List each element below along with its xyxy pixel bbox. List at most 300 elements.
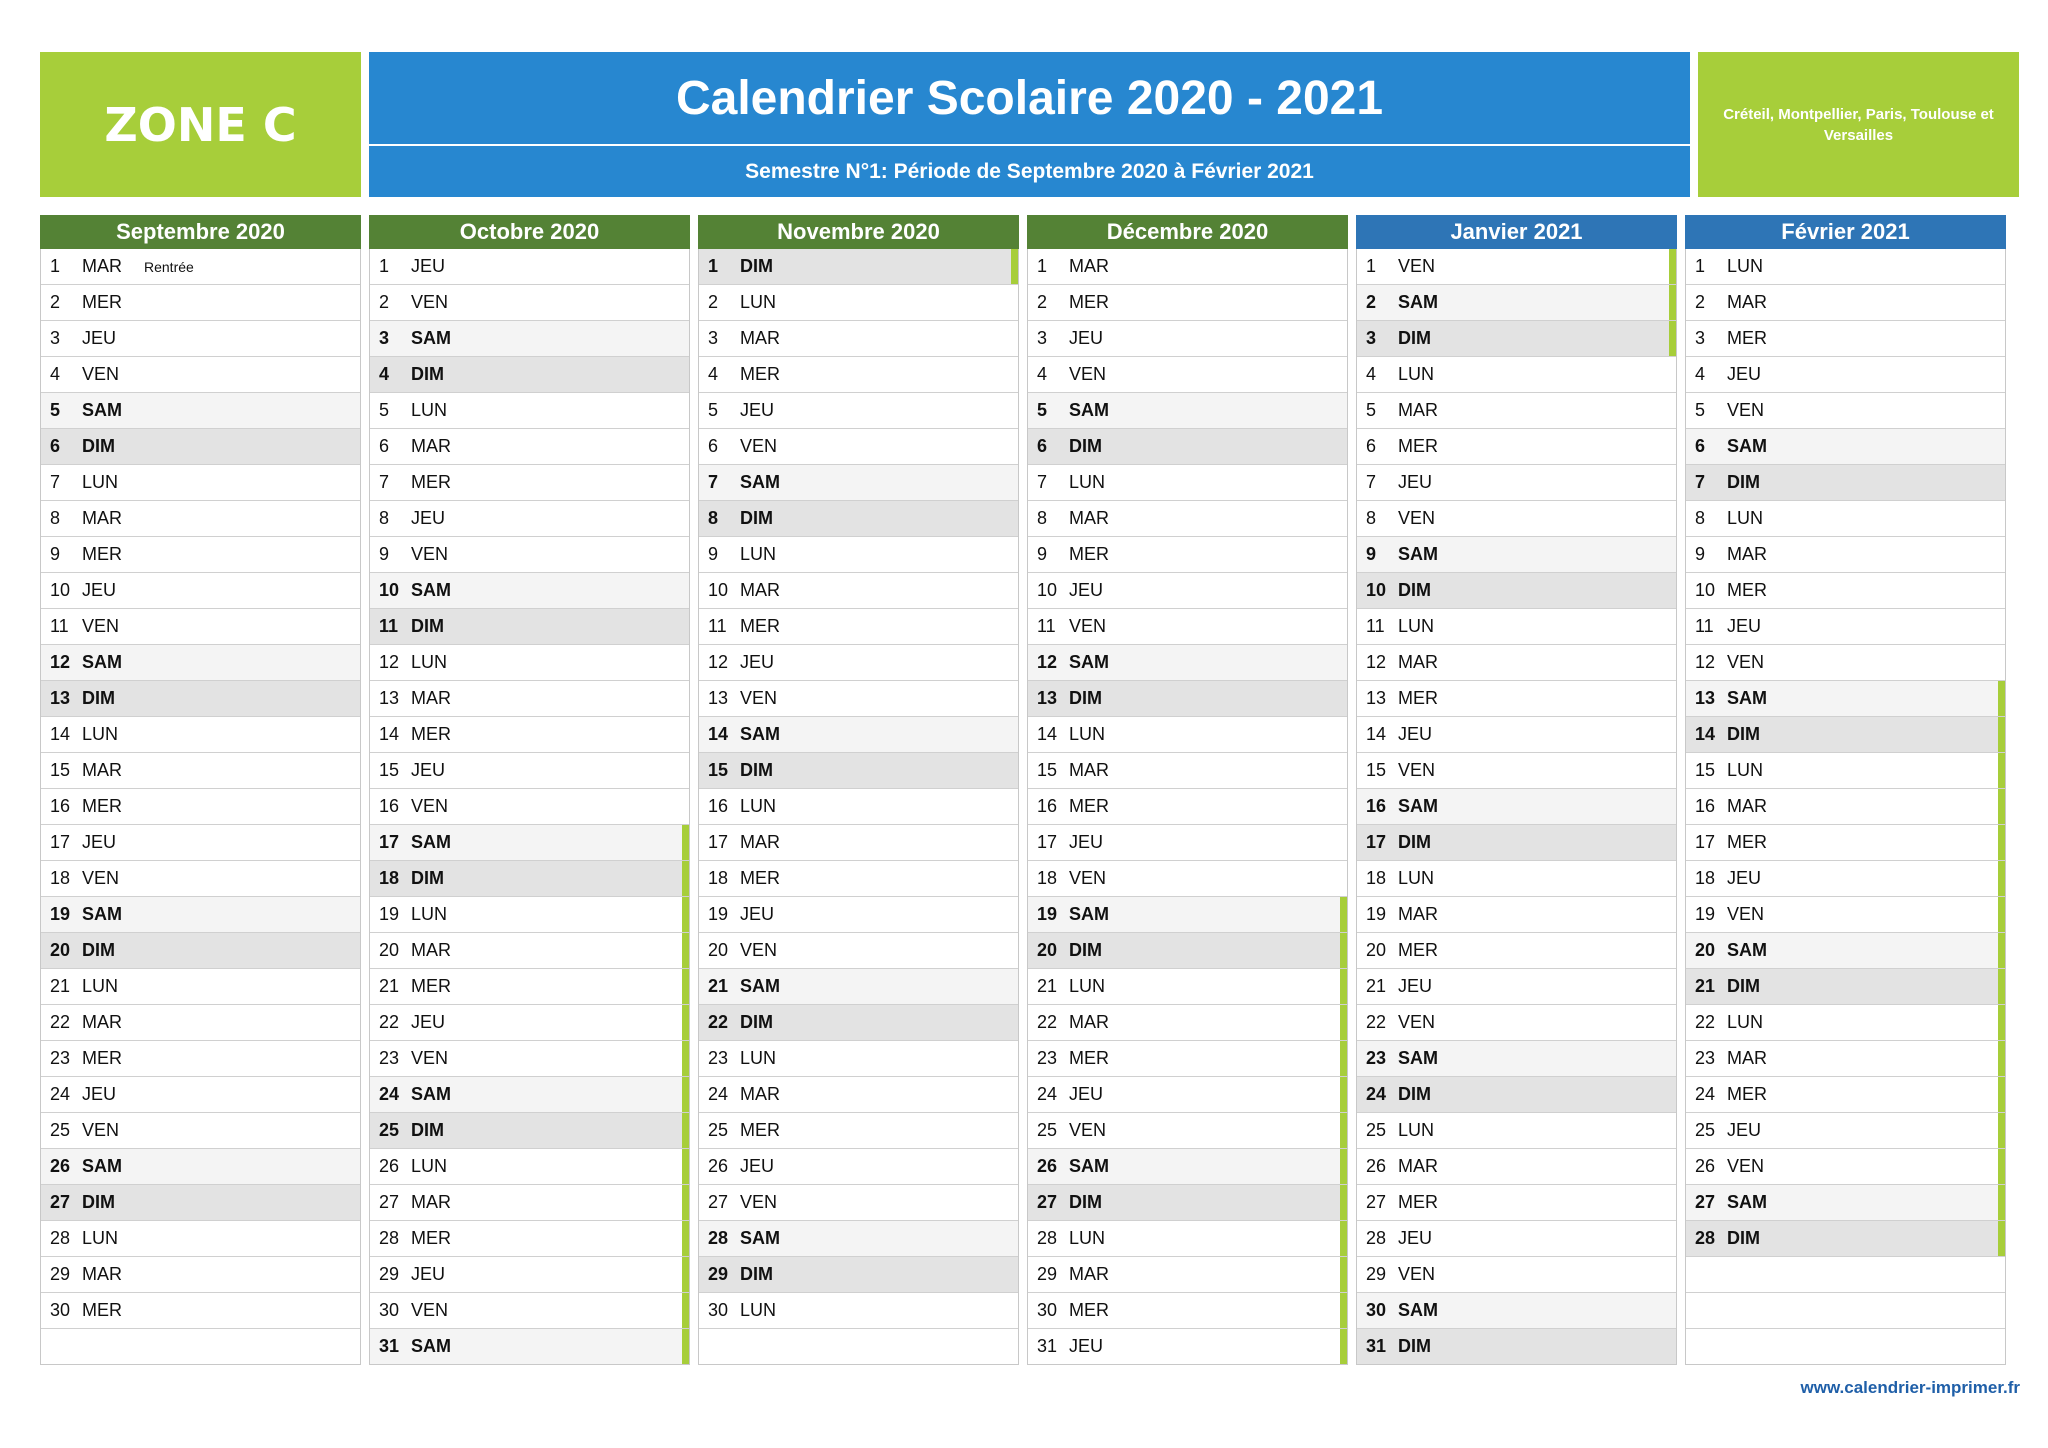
day-row: [699, 500, 1018, 536]
day-name: SAM: [411, 1084, 451, 1104]
day-number: 23: [708, 1048, 729, 1068]
month-header: Décembre 2020: [1027, 215, 1348, 249]
day-number: 4: [379, 364, 390, 384]
day-row: [1686, 500, 2005, 536]
day-number: 13: [1366, 688, 1387, 708]
day-row: [1028, 788, 1347, 824]
day-name: DIM: [1398, 832, 1431, 852]
day-name: SAM: [1069, 652, 1109, 672]
day-name: JEU: [1069, 1336, 1104, 1356]
day-number: 25: [379, 1120, 400, 1140]
day-number: 13: [1695, 688, 1716, 708]
day-number: 27: [1366, 1192, 1387, 1212]
day-number: 22: [1366, 1012, 1387, 1032]
day-number: 25: [708, 1120, 729, 1140]
day-name: MER: [1069, 1048, 1109, 1068]
day-row: [1686, 968, 2005, 1004]
day-row: [699, 644, 1018, 680]
day-row: [41, 1256, 360, 1292]
day-row: [370, 249, 689, 284]
day-row: [1686, 249, 2005, 284]
day-name: MAR: [740, 328, 780, 348]
day-row: [1357, 1184, 1676, 1220]
day-name: MAR: [740, 580, 780, 600]
day-name: SAM: [740, 472, 780, 492]
day-row: [699, 752, 1018, 788]
website-link[interactable]: www.calendrier-imprimer.fr: [1800, 1378, 2020, 1397]
day-row: [41, 680, 360, 716]
day-name: VEN: [411, 796, 449, 816]
day-number: 11: [1037, 616, 1056, 636]
day-number: 26: [379, 1156, 400, 1176]
day-row: [699, 1220, 1018, 1256]
day-name: JEU: [411, 1264, 446, 1284]
day-name: SAM: [411, 580, 451, 600]
day-row: [370, 500, 689, 536]
day-number: 5: [1695, 400, 1706, 420]
day-name: JEU: [411, 1012, 446, 1032]
day-number: 7: [1037, 472, 1048, 492]
day-row: [41, 932, 360, 968]
day-number: 16: [50, 796, 71, 816]
day-name: MAR: [82, 508, 122, 528]
cities-label: Créteil, Montpellier, Paris, Toulouse et Versailles: [1698, 52, 2019, 197]
day-name: SAM: [411, 1336, 451, 1356]
month-column: [40, 215, 361, 1365]
day-row: [1686, 608, 2005, 644]
holiday-marker: [1998, 1149, 2005, 1184]
holiday-marker: [682, 1041, 689, 1076]
day-number: 23: [1037, 1048, 1058, 1068]
day-row: [370, 284, 689, 320]
day-number: 15: [50, 760, 71, 780]
day-row: [41, 752, 360, 788]
day-name: MER: [1069, 796, 1109, 816]
day-number: 28: [1037, 1228, 1058, 1248]
holiday-marker: [682, 1221, 689, 1256]
day-row: [370, 788, 689, 824]
day-number: 6: [708, 436, 719, 456]
day-number: 8: [1366, 508, 1377, 528]
day-row: [1028, 1220, 1347, 1256]
day-name: MAR: [82, 1012, 122, 1032]
day-number: 30: [1037, 1300, 1058, 1320]
day-row: [41, 249, 360, 284]
day-name: MER: [82, 292, 122, 312]
day-name: VEN: [411, 1300, 449, 1320]
day-row: [370, 680, 689, 716]
day-row: [699, 1148, 1018, 1184]
day-row: [1357, 788, 1676, 824]
day-row: [699, 860, 1018, 896]
day-name: MER: [1398, 688, 1438, 708]
day-name: DIM: [411, 364, 444, 384]
day-note: Rentrée: [144, 258, 194, 275]
day-name: VEN: [1069, 868, 1107, 888]
day-name: VEN: [1398, 760, 1436, 780]
day-row: [1357, 1076, 1676, 1112]
day-name: DIM: [1398, 328, 1431, 348]
day-row: [699, 1112, 1018, 1148]
day-name: VEN: [740, 436, 778, 456]
day-name: LUN: [1727, 256, 1764, 276]
day-row: [1686, 356, 2005, 392]
day-row: [370, 1328, 689, 1364]
day-row: [41, 1076, 360, 1112]
day-number: 23: [1366, 1048, 1387, 1068]
day-row: [370, 896, 689, 932]
day-name: VEN: [1398, 1264, 1436, 1284]
day-number: 8: [1695, 508, 1706, 528]
day-row: [1028, 644, 1347, 680]
day-row: [699, 896, 1018, 932]
day-name: JEU: [740, 1156, 775, 1176]
day-number: 10: [50, 580, 71, 600]
day-number: 7: [708, 472, 719, 492]
day-number: 5: [379, 400, 390, 420]
day-row: [1357, 356, 1676, 392]
holiday-marker: [682, 1149, 689, 1184]
holiday-marker: [682, 1293, 689, 1328]
day-row: [1357, 1112, 1676, 1148]
day-name: DIM: [740, 1264, 773, 1284]
day-name: LUN: [740, 796, 777, 816]
day-name: JEU: [1398, 724, 1433, 744]
holiday-marker: [1340, 1329, 1347, 1364]
day-number: 9: [379, 544, 390, 564]
day-number: 22: [50, 1012, 71, 1032]
day-name: JEU: [1069, 328, 1104, 348]
day-row: [1686, 320, 2005, 356]
day-name: MER: [1398, 940, 1438, 960]
empty-row: [1686, 1256, 2005, 1292]
day-number: 7: [50, 472, 61, 492]
day-number: 16: [1037, 796, 1058, 816]
day-number: 7: [1695, 472, 1706, 492]
day-number: 29: [1037, 1264, 1058, 1284]
day-row: [1357, 1256, 1676, 1292]
day-row: [41, 1112, 360, 1148]
day-number: 3: [379, 328, 390, 348]
day-number: 27: [50, 1192, 71, 1212]
day-row: [1357, 428, 1676, 464]
day-number: 1: [1366, 256, 1377, 276]
day-number: 19: [50, 904, 71, 924]
day-name: VEN: [411, 292, 449, 312]
day-row: [41, 1184, 360, 1220]
day-name: MAR: [1727, 1048, 1767, 1068]
day-number: 12: [1695, 652, 1716, 672]
day-row: [1357, 536, 1676, 572]
day-name: SAM: [1069, 400, 1109, 420]
day-row: [1028, 1040, 1347, 1076]
day-name: LUN: [82, 1228, 119, 1248]
day-row: [1686, 932, 2005, 968]
holiday-marker: [1998, 897, 2005, 932]
day-name: JEU: [740, 904, 775, 924]
day-row: [1028, 1148, 1347, 1184]
day-name: SAM: [1398, 544, 1438, 564]
day-row: [1686, 1040, 2005, 1076]
day-name: MER: [1069, 292, 1109, 312]
day-name: JEU: [82, 832, 117, 852]
day-row: [1357, 392, 1676, 428]
day-row: [370, 968, 689, 1004]
day-name: MER: [411, 1228, 451, 1248]
day-number: 31: [1366, 1336, 1387, 1356]
page-title: Calendrier Scolaire 2020 - 2021: [675, 71, 1384, 125]
day-row: [699, 392, 1018, 428]
day-number: 4: [1366, 364, 1377, 384]
day-number: 23: [50, 1048, 71, 1068]
day-name: SAM: [1727, 688, 1767, 708]
day-row: [1028, 932, 1347, 968]
day-number: 2: [1366, 292, 1377, 312]
month-column: [1685, 215, 2006, 1365]
day-number: 10: [1695, 580, 1716, 600]
day-row: [1686, 1148, 2005, 1184]
day-name: MER: [1727, 328, 1767, 348]
day-number: 8: [50, 508, 61, 528]
day-name: VEN: [1398, 1012, 1436, 1032]
day-number: 15: [1366, 760, 1387, 780]
day-row: [1686, 428, 2005, 464]
holiday-marker: [1340, 897, 1347, 932]
day-row: [1357, 249, 1676, 284]
day-name: LUN: [740, 544, 777, 564]
day-row: [699, 932, 1018, 968]
day-row: [1028, 968, 1347, 1004]
day-number: 20: [1695, 940, 1716, 960]
holiday-marker: [682, 1005, 689, 1040]
day-number: 22: [379, 1012, 400, 1032]
day-number: 27: [1037, 1192, 1058, 1212]
day-number: 4: [1037, 364, 1048, 384]
day-row: [699, 1292, 1018, 1328]
day-number: 7: [1366, 472, 1377, 492]
day-number: 30: [50, 1300, 71, 1320]
holiday-marker: [1998, 933, 2005, 968]
day-row: [1357, 608, 1676, 644]
day-number: 12: [379, 652, 400, 672]
day-number: 29: [1366, 1264, 1387, 1284]
day-row: [370, 428, 689, 464]
day-number: 1: [1695, 256, 1706, 276]
day-name: SAM: [82, 400, 122, 420]
holiday-marker: [1340, 933, 1347, 968]
day-name: SAM: [740, 1228, 780, 1248]
day-row: [1686, 896, 2005, 932]
day-number: 4: [50, 364, 61, 384]
day-number: 7: [379, 472, 390, 492]
day-name: LUN: [740, 1300, 777, 1320]
day-number: 17: [1037, 832, 1058, 852]
day-row: [1357, 680, 1676, 716]
day-row: [1357, 716, 1676, 752]
day-number: 9: [1037, 544, 1048, 564]
day-number: 12: [50, 652, 71, 672]
day-name: VEN: [411, 1048, 449, 1068]
day-number: 24: [1366, 1084, 1387, 1104]
day-row: [370, 1112, 689, 1148]
day-name: LUN: [411, 400, 448, 420]
day-row: [1357, 572, 1676, 608]
day-number: 26: [708, 1156, 729, 1176]
day-name: LUN: [1069, 1228, 1106, 1248]
day-row: [41, 392, 360, 428]
day-name: JEU: [1069, 580, 1104, 600]
day-name: DIM: [1727, 724, 1760, 744]
day-number: 19: [708, 904, 729, 924]
holiday-marker: [1998, 1185, 2005, 1220]
day-number: 14: [708, 724, 729, 744]
holiday-marker: [682, 1185, 689, 1220]
day-row: [41, 1040, 360, 1076]
day-number: 28: [708, 1228, 729, 1248]
day-row: [41, 968, 360, 1004]
day-number: 21: [1366, 976, 1387, 996]
day-number: 9: [708, 544, 719, 564]
day-name: SAM: [411, 328, 451, 348]
day-row: [1686, 536, 2005, 572]
holiday-marker: [1340, 1041, 1347, 1076]
day-number: 13: [1037, 688, 1058, 708]
day-row: [370, 752, 689, 788]
day-name: VEN: [1727, 1156, 1765, 1176]
day-number: 3: [708, 328, 719, 348]
day-number: 20: [50, 940, 71, 960]
day-name: JEU: [1069, 832, 1104, 852]
day-name: JEU: [1069, 1084, 1104, 1104]
day-name: JEU: [740, 400, 775, 420]
day-name: MER: [1727, 832, 1767, 852]
day-row: [1028, 536, 1347, 572]
day-number: 17: [708, 832, 729, 852]
day-name: DIM: [1069, 688, 1102, 708]
day-name: SAM: [1069, 904, 1109, 924]
day-name: SAM: [1398, 1300, 1438, 1320]
day-row: [1028, 860, 1347, 896]
holiday-marker: [1011, 249, 1018, 284]
day-name: LUN: [1727, 1012, 1764, 1032]
day-row: [370, 860, 689, 896]
day-number: 6: [50, 436, 61, 456]
day-number: 5: [50, 400, 61, 420]
day-number: 8: [708, 508, 719, 528]
day-row: [1028, 752, 1347, 788]
day-row: [370, 716, 689, 752]
day-number: 16: [1695, 796, 1716, 816]
day-row: [1357, 752, 1676, 788]
day-number: 30: [708, 1300, 729, 1320]
day-name: SAM: [1727, 940, 1767, 960]
day-row: [1028, 716, 1347, 752]
day-row: [699, 572, 1018, 608]
day-name: MER: [740, 1120, 780, 1140]
month-days: [40, 249, 361, 1365]
month-column: [698, 215, 1019, 1365]
day-name: LUN: [1398, 364, 1435, 384]
holiday-marker: [1998, 861, 2005, 896]
day-name: MER: [740, 616, 780, 636]
day-number: 26: [50, 1156, 71, 1176]
day-name: MAR: [1069, 760, 1109, 780]
day-name: DIM: [82, 688, 115, 708]
day-name: VEN: [82, 868, 120, 888]
month-days: [698, 249, 1019, 1365]
day-number: 11: [50, 616, 69, 636]
day-number: 13: [379, 688, 400, 708]
day-row: [699, 249, 1018, 284]
day-number: 19: [1695, 904, 1716, 924]
day-row: [1686, 572, 2005, 608]
day-number: 26: [1037, 1156, 1058, 1176]
day-row: [1686, 752, 2005, 788]
day-name: MAR: [1398, 652, 1438, 672]
day-number: 8: [379, 508, 390, 528]
day-name: JEU: [1398, 1228, 1433, 1248]
day-number: 1: [708, 256, 719, 276]
day-row: [41, 716, 360, 752]
day-row: [699, 284, 1018, 320]
day-name: MAR: [82, 760, 122, 780]
day-number: 5: [1366, 400, 1377, 420]
day-row: [370, 356, 689, 392]
day-row: [1357, 1328, 1676, 1364]
day-name: VEN: [82, 1120, 120, 1140]
day-number: 15: [1037, 760, 1058, 780]
day-name: VEN: [1069, 1120, 1107, 1140]
day-number: 25: [1037, 1120, 1058, 1140]
holiday-marker: [1669, 285, 1676, 320]
day-name: JEU: [1727, 868, 1762, 888]
day-row: [699, 1040, 1018, 1076]
day-name: LUN: [1069, 724, 1106, 744]
day-name: DIM: [1727, 1228, 1760, 1248]
day-name: JEU: [1398, 472, 1433, 492]
day-row: [1028, 824, 1347, 860]
day-number: 22: [1695, 1012, 1716, 1032]
holiday-marker: [682, 825, 689, 860]
day-name: LUN: [1398, 616, 1435, 636]
day-number: 10: [379, 580, 400, 600]
day-name: DIM: [411, 616, 444, 636]
day-row: [41, 1292, 360, 1328]
day-number: 18: [379, 868, 400, 888]
day-number: 26: [1366, 1156, 1387, 1176]
day-name: MAR: [1727, 544, 1767, 564]
day-name: VEN: [1727, 400, 1765, 420]
day-number: 11: [1366, 616, 1385, 636]
day-number: 19: [1037, 904, 1058, 924]
day-row: [1028, 896, 1347, 932]
day-row: [41, 428, 360, 464]
day-name: DIM: [411, 868, 444, 888]
day-number: 6: [1695, 436, 1706, 456]
empty-row: [1686, 1328, 2005, 1364]
day-row: [699, 968, 1018, 1004]
month-column: [1027, 215, 1348, 1365]
day-number: 24: [1037, 1084, 1058, 1104]
day-row: [1028, 1004, 1347, 1040]
day-row: [370, 1040, 689, 1076]
holiday-marker: [1340, 1257, 1347, 1292]
day-name: SAM: [82, 904, 122, 924]
day-row: [1357, 1148, 1676, 1184]
holiday-marker: [1998, 717, 2005, 752]
day-number: 15: [1695, 760, 1716, 780]
day-row: [370, 644, 689, 680]
